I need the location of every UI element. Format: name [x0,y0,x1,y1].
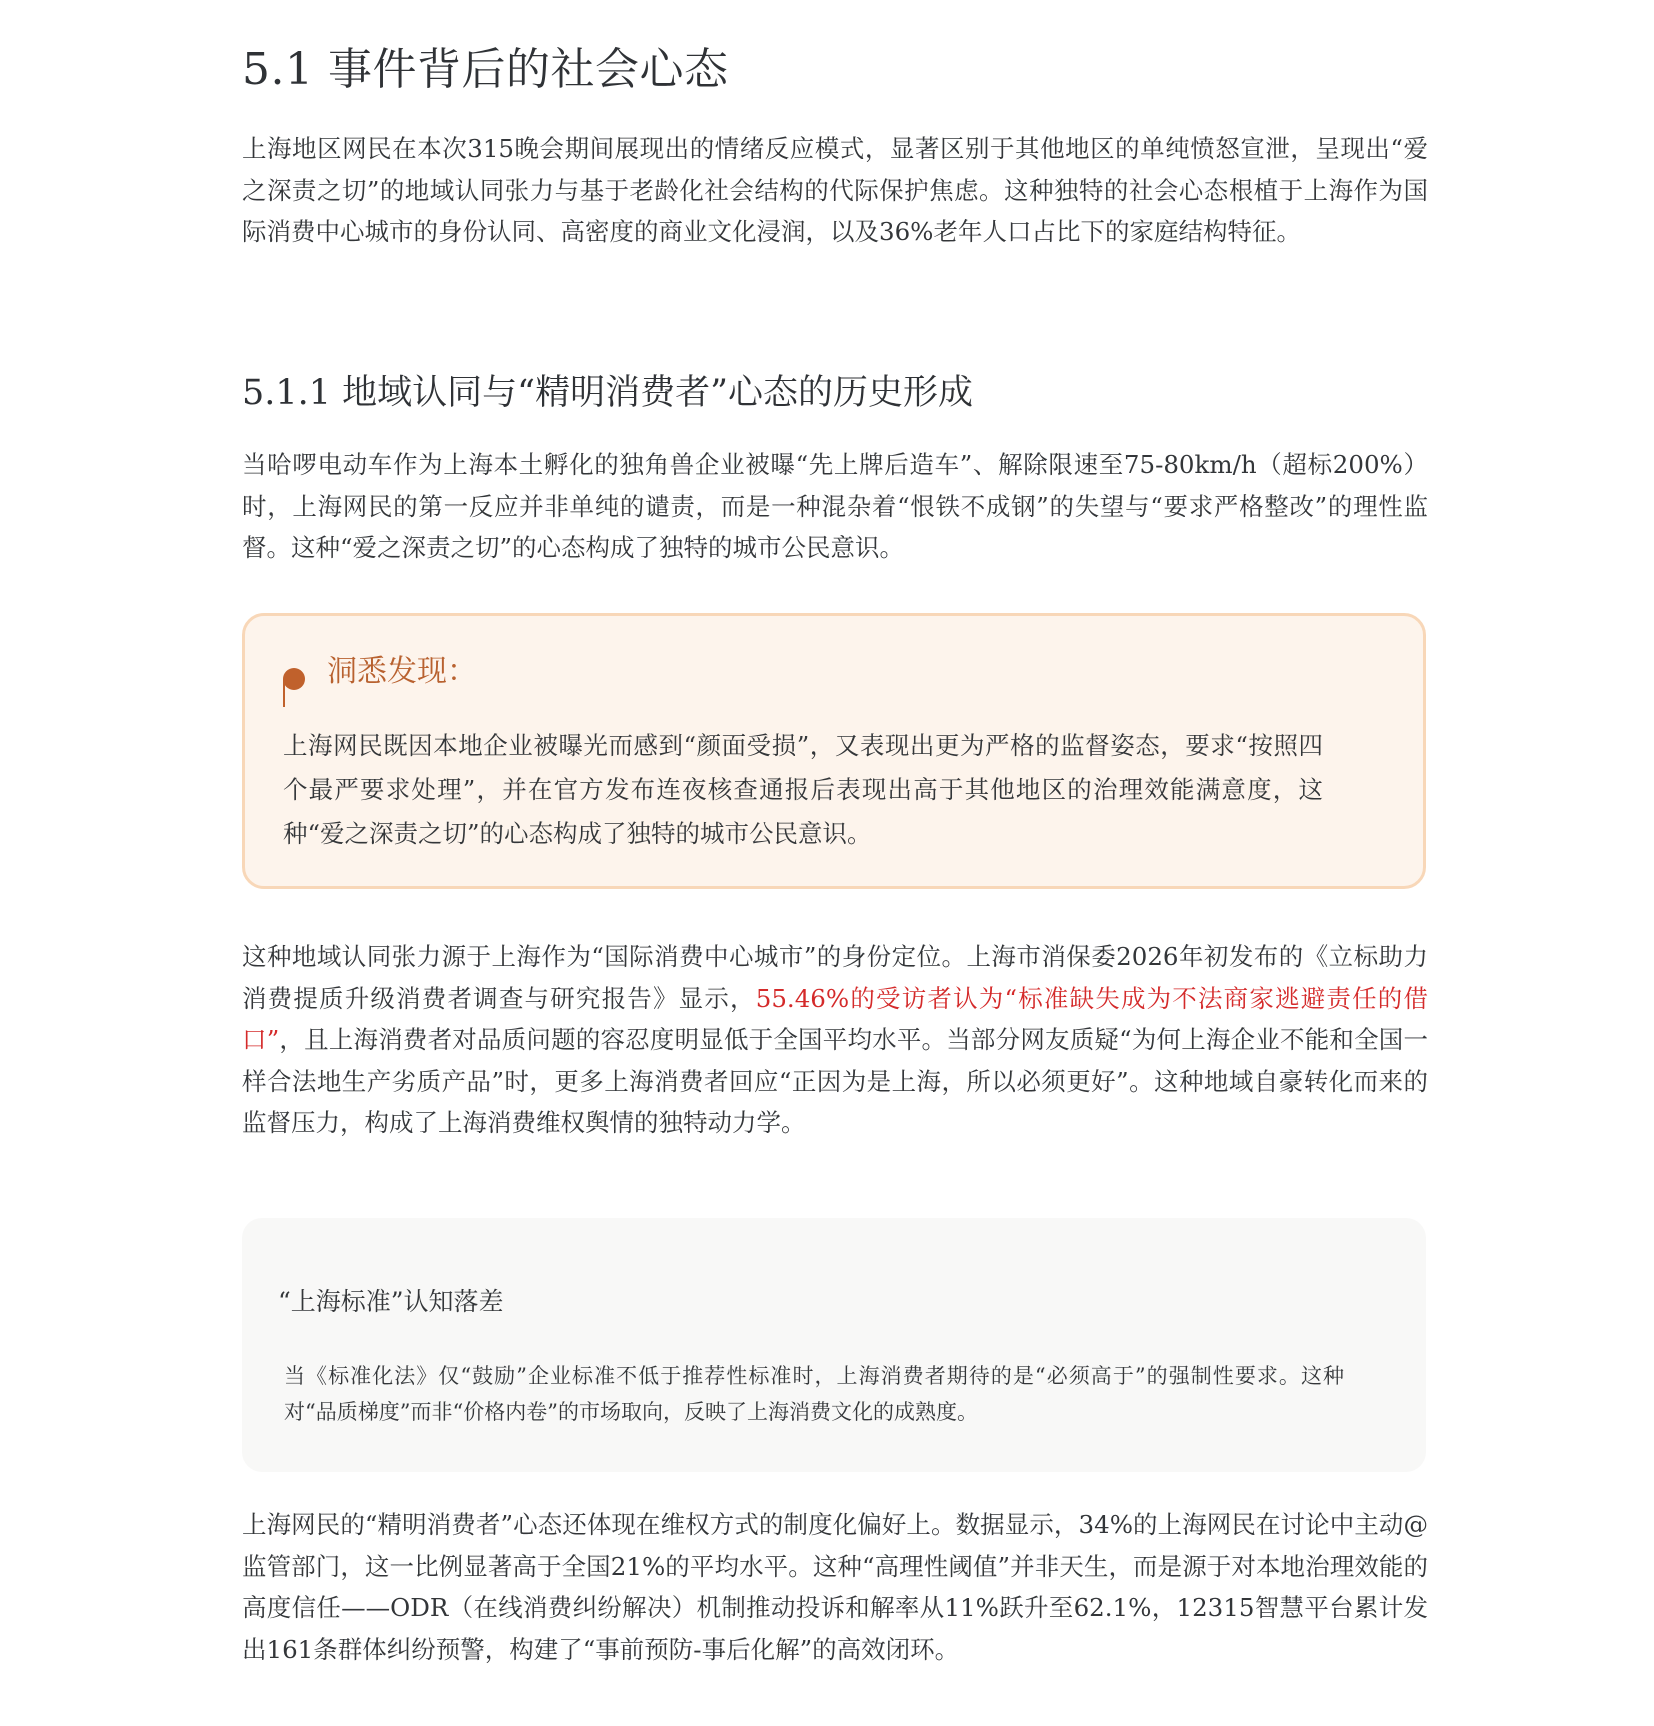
highlighted-statistic: 55.46%的受访者认为“标准缺失成为不法商家逃避责任的借口” [242,983,1428,1054]
body-paragraph-3: 上海网民的“精明消费者”心态还体现在维权方式的制度化偏好上。数据显示，34%的上海网民在讨论中主动@监管部门，这一比例显著高于全国21%的平均水平。这种“高理性阈值”并非天生，而是源于对本地治理效能的高度信任——ODR（在线消费纠纷解决）机制推动投诉和解率从11%跃升至62.1%，12315智慧平台累计发出161条群体纠纷预警，构建了“事前预防-事后化解”的高效闭环。 [242,1510,1428,1664]
note-callout [242,1218,1426,1472]
body-paragraph-1: 当哈啰电动车作为上海本土孵化的独角兽企业被曝“先上牌后造车”、解除限速至75-80km/h（超标200%）时，上海网民的第一反应并非单纯的谴责，而是一种混杂着“恨铁不成钢”的失望与“要求严格整改”的理性监督。这种“爱之深责之切”的心态构成了独特的城市公民意识。 [242,450,1428,562]
section-intro-paragraph: 上海地区网民在本次315晚会期间展现出的情绪反应模式，显著区别于其他地区的单纯愤怒宣泄，呈现出“爱之深责之切”的地域认同张力与基于老龄化社会结构的代际保护焦虑。这种独特的社会心态根植于上海作为国际消费中心城市的身份认同、高密度的商业文化浸润，以及36%老年人口占比下的家庭结构特征。 [242,134,1428,246]
note-text: 当《标准化法》仅“鼓励”企业标准不低于推荐性标准时，上海消费者期待的是“必须高于”的强制性要求。这种对“品质梯度”而非“价格内卷”的市场取向，反映了上海消费文化的成熟度。 [284,1364,1344,1424]
note-title: “上海标准”认知落差 [278,1287,504,1316]
insight-callout [242,613,1426,889]
insight-text: 上海网民既因本地企业被曝光而感到“颜面受损”，又表现出更为严格的监督姿态，要求“按照四个最严要求处理”，并在官方发布连夜核查通报后表现出高于其他地区的治理效能满意度，这种“爱之深责之切”的心态构成了独特的城市公民意识。 [283,731,1323,848]
paragraph-text: 这种地域认同张力源于上海作为“国际消费中心城市”的身份定位。上海市消保委2026年初发布的《立标助力消费提质升级消费者调查与研究报告》显示， [242,942,1428,1013]
section-title: 5.1 事件背后的社会心态 [242,44,729,95]
paragraph-text: ，且上海消费者对品质问题的容忍度明显低于全国平均水平。当部分网友质疑“为何上海企业不能和全国一样合法地生产劣质产品”时，更多上海消费者回应“正因为是上海，所以必须更好”。这种地域自豪转化而来的监督压力，构成了上海消费维权舆情的独特动力学。 [242,1025,1428,1137]
subsection-title: 5.1.1 地域认同与“精明消费者”心态的历史形成 [242,373,973,413]
pin-dot-icon [281,668,307,710]
body-paragraph-2 [242,936,1428,1144]
insight-title: 洞悉发现： [327,654,477,689]
